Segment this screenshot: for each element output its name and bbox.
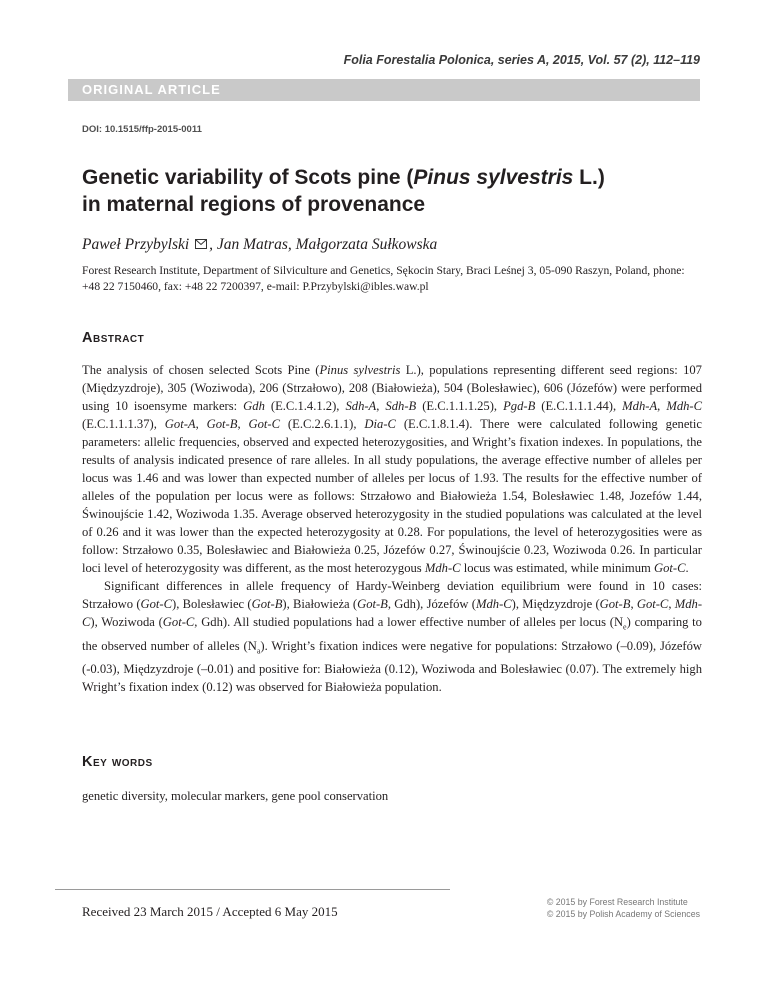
text-run: ), Bolesławiec ( — [172, 597, 252, 611]
text-run: The analysis of chosen selected Scots Pine ( — [82, 363, 320, 377]
author-names: , Jan Matras, Małgorzata Sułkowska — [209, 236, 438, 253]
text-run: , — [237, 417, 249, 431]
gene-locus: Pinus sylvestris — [319, 363, 401, 377]
text-run: Significant differences in allele frequency of Hardy-Weinberg deviation equilibrium were found in 10 cases: Strzałowo ( — [82, 579, 702, 611]
text-run: (E.C.1.1.1.25), — [416, 399, 504, 413]
footer-divider — [55, 889, 450, 890]
text-run: . — [685, 561, 689, 575]
gene-locus: Mdh-C — [666, 399, 703, 413]
copyright-line: © 2015 by Polish Academy of Sciences — [546, 909, 700, 919]
copyright-line: © 2015 by Forest Research Institute — [546, 897, 688, 907]
text-run: L.), populations representing different seed regions: 107 (Międzyzdroje), 305 (Woziwoda), 206 (Strzałowo), 208 (Białowieża), 504 (Bolesławiec), 606 (Józefów) were performed using 10 isoensyme markers: — [82, 363, 702, 413]
title-species: Pinus sylvestris — [413, 166, 574, 189]
text-run: , — [376, 399, 386, 413]
text-run: , — [195, 417, 207, 431]
article-type: ORIGINAL ARTICLE — [82, 82, 221, 97]
text-run: , — [668, 597, 675, 611]
abstract-body — [82, 361, 702, 696]
affiliation: Forest Research Institute, Department of Silviculture and Genetics, Sękocin Stary, Braci Leśnej 3, 05-090 Raszyn, Poland, phone: +48 22 7150460, fax: +48 22 7200397, e-mail: P.Przybylski@ibles.waw.pl — [82, 264, 685, 293]
gene-locus: Got-B — [599, 597, 631, 611]
received-dates: Received 23 March 2015 / Accepted 6 May 2015 — [82, 904, 338, 919]
subscript: e — [623, 622, 627, 632]
envelope-icon[interactable] — [195, 236, 207, 254]
text-run: (E.C.2.6.1.1), — [280, 417, 365, 431]
gene-locus: Got-C — [636, 597, 669, 611]
gene-locus: Got-B — [357, 597, 388, 611]
text-run: (E.C.1.1.1.37), — [82, 417, 165, 431]
text-run: (E.C.1.1.1.44), — [535, 399, 623, 413]
copyright — [547, 896, 700, 920]
text-run: , Gdh), Józefów ( — [387, 597, 476, 611]
gene-locus: Sdh-A — [345, 399, 377, 413]
title-part: L.) — [573, 166, 605, 189]
gene-locus: Got-A — [164, 417, 196, 431]
doi: DOI: 10.1515/ffp-2015-0011 — [82, 124, 202, 135]
gene-locus: Mdh-C — [82, 597, 703, 629]
gene-locus: Pgd-B — [503, 399, 536, 413]
gene-locus: Got-B — [206, 417, 238, 431]
author-list — [82, 236, 437, 254]
gene-locus: Sdh-B — [385, 399, 417, 413]
abstract-paragraph — [82, 361, 702, 577]
article-title — [82, 164, 702, 218]
gene-locus: Mdh-A — [622, 399, 658, 413]
text-run: locus was estimated, while minimum — [460, 561, 654, 575]
text-run: (E.C.1.4.1.2), — [264, 399, 346, 413]
keywords-list: genetic diversity, molecular markers, gene pool conservation — [82, 789, 389, 803]
gene-locus: Got-C — [653, 561, 686, 575]
subscript: a — [256, 646, 261, 656]
text-run: ) comparing to the observed number of alleles (N — [82, 615, 702, 653]
text-run: ), Woziwoda ( — [90, 615, 163, 629]
abstract-paragraph — [82, 577, 702, 696]
text-run: , Gdh). All studied populations had a lower effective number of alleles per locus (N — [194, 615, 624, 629]
title-part: in maternal regions of provenance — [82, 193, 426, 216]
gene-locus: Mdh-C — [475, 597, 512, 611]
gene-locus: Got-C — [140, 597, 172, 611]
gene-locus: Dia-C — [364, 417, 396, 431]
gene-locus: Got-C — [248, 417, 280, 431]
keywords-heading: Key words — [82, 754, 153, 770]
author-name: Paweł Przybylski — [82, 236, 190, 253]
gene-locus: Got-B — [251, 597, 283, 611]
abstract-heading: Abstract — [82, 330, 145, 346]
text-run: (E.C.1.8.1.4). There were calculated following genetic parameters: allelic frequencies, observed and expected heterozygosities, and Wright’s fixation indexes. In populations, the results of analysis indicated presence of rare alleles. In all study populations, the average effective number of alleles per locus was 1.46 and was lower than expected number of alleles per locus of 1.93. The results for the effective number of alleles of the population per locus were as follows: Strzałowo and Białowieża 1.54, Bolesławiec 1.48, Jozefów 1.44, Świnoujście 1.42, Woziwoda 1.35. Average observed heterozygosity in the studied populations was calculated at the level of 0.26 and it was lower than the expected heterozygosity at 0.28. For populations, the level of heterozygosities were as follow: Strzałowo 0.35, Bolesławiec and Białowieża 0.25, Józefów 0.27, Świnoujście 0.23, Woziwoda 0.26. In particular loci level of heterozygosity was different, as the most heterozygous — [82, 417, 703, 575]
text-run: , — [630, 597, 637, 611]
text-run: ), Międzyzdroje ( — [511, 597, 600, 611]
text-run: , — [657, 399, 667, 413]
gene-locus: Mdh-C — [424, 561, 461, 575]
title-part: Genetic variability of Scots pine ( — [82, 166, 414, 189]
gene-locus: Got-C — [162, 615, 195, 629]
gene-locus: Gdh — [243, 399, 265, 413]
text-run: ), Białowieża ( — [282, 597, 358, 611]
journal-header: Folia Forestalia Polonica, series A, 2015, Vol. 57 (2), 112–119 — [343, 53, 700, 67]
text-run: ). Wright’s fixation indices were negative for populations: Strzałowo (–0.09), Józefów (-0.03), Międzyzdroje (–0.01) and positive for: Białowieża (0.12), Woziwoda and Bolesławiec (0.07). The extremely high Wright’s fixation index (0.12) was observed for Białowieża population. — [82, 638, 702, 695]
